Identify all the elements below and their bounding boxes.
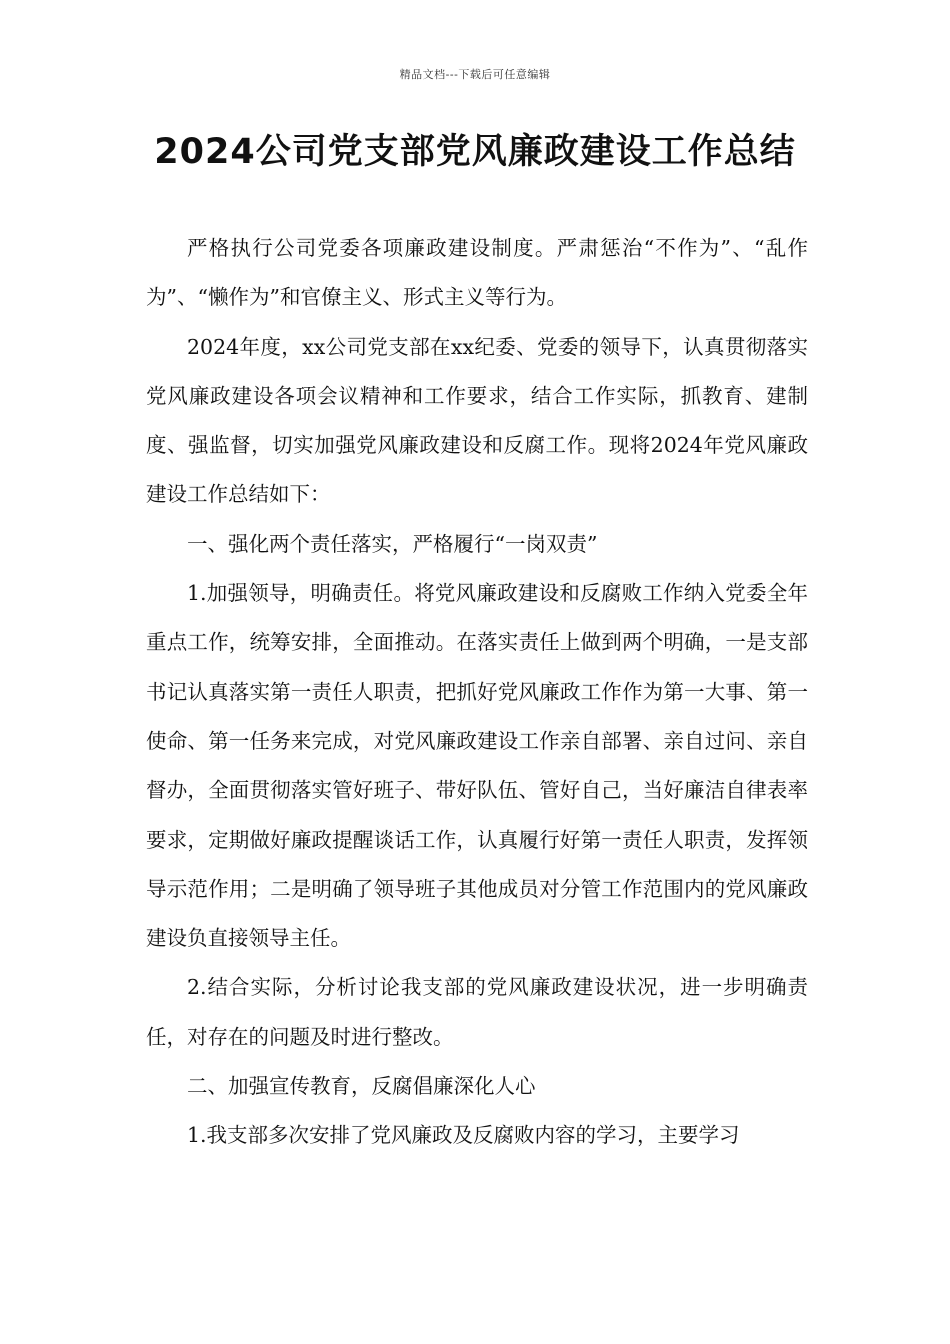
section-heading-1: 一、强化两个责任落实，严格履行“一岗双责” xyxy=(187,531,598,556)
document-title: 2024公司党支部党风廉政建设工作总结 xyxy=(154,132,796,172)
paragraph-overview: 2024年度，xx公司党支部在xx纪委、党委的领导下，认真贯彻落实党风廉政建设各项会议精神和工作要求，结合工作实际，抓教育、建制度、强监督，切实加强党风廉政建设和反腐工作。现将2024年党风廉政建设工作总结如下： xyxy=(146,334,808,507)
paragraph-item-2-1: 1.我支部多次安排了党风廉政及反腐败内容的学习，主要学习 xyxy=(187,1123,740,1148)
header-note: 精品文档---下载后可任意编辑 xyxy=(399,68,551,81)
paragraph-intro: 严格执行公司党委各项廉政建设制度。严肃惩治“不作为”、“乱作为”、“懒作为”和官僚主义、形式主义等行为。 xyxy=(146,236,808,310)
paragraph-item-1-2: 2.结合实际，分析讨论我支部的党风廉政建设状况，进一步明确责任，对存在的问题及时进行整改。 xyxy=(146,975,808,1049)
paragraph-item-1-1: 1.加强领导，明确责任。将党风廉政建设和反腐败工作纳入党委全年重点工作，统筹安排，全面推动。在落实责任上做到两个明确，一是支部书记认真落实第一责任人职责，把抓好党风廉政工作作为第一大事、第一使命、第一任务来完成，对党风廉政建设工作亲自部署、亲自过问、亲自督办，全面贯彻落实管好班子、带好队伍、管好自己，当好廉洁自律表率要求，定期做好廉政提醒谈话工作，认真履行好第一责任人职责，发挥领导示范作用；二是明确了领导班子其他成员对分管工作范围内的党风廉政建设负直接领导主任。 xyxy=(146,581,808,951)
section-heading-2: 二、加强宣传教育，反腐倡廉深化人心 xyxy=(187,1074,536,1099)
document-body xyxy=(146,224,808,1161)
